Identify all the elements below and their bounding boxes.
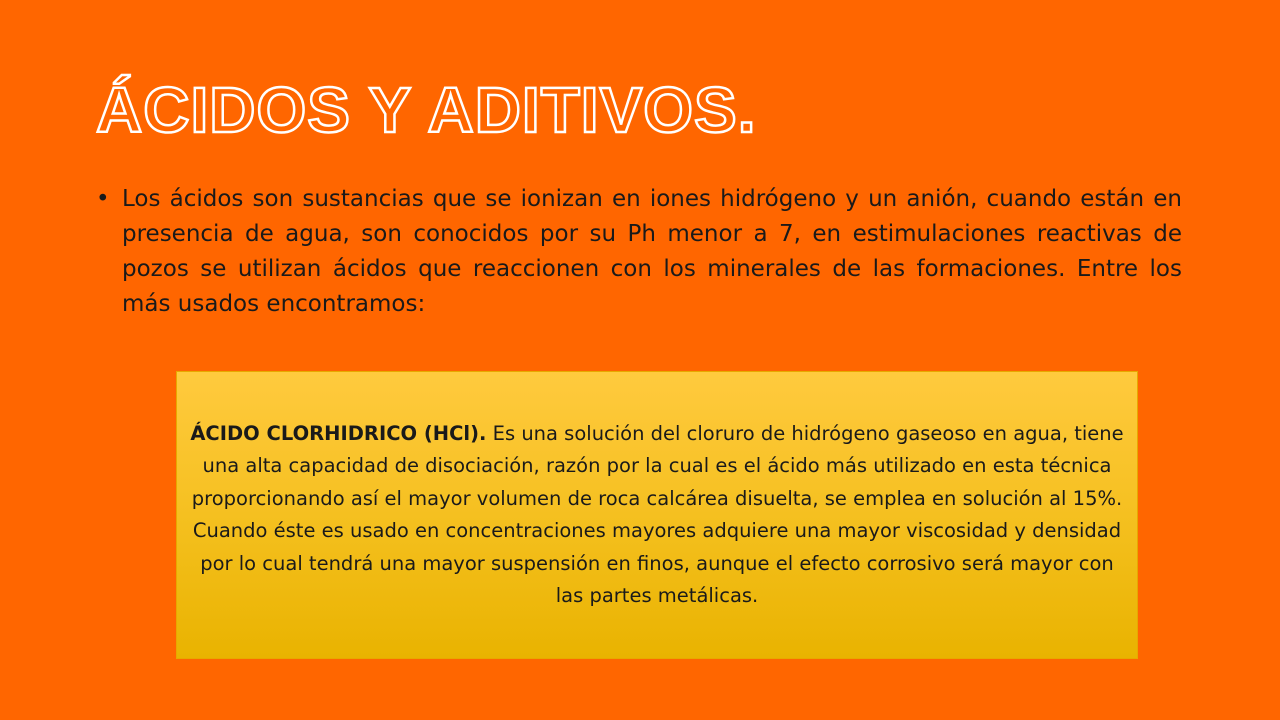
- bullet-item: [96, 182, 1182, 322]
- bullet-list: [96, 182, 1182, 322]
- acid-info-box: [176, 371, 1138, 659]
- bullet-dot-icon: •: [96, 186, 110, 212]
- acid-info-text: [185, 418, 1129, 613]
- bullet-text: Los ácidos son sustancias que se ionizan en iones hidrógeno y un anión, cuando están en presencia de agua, son conocidos por su Ph menor a 7, en estimulaciones reactivas de pozos se utilizan ácidos que reaccionen con los minerales de las formaciones. Entre los más usados encontramos:: [122, 186, 1182, 317]
- slide-title: ÁCIDOS Y ADITIVOS.: [96, 74, 757, 146]
- acid-term: ÁCIDO CLORHIDRICO (HCl).: [190, 421, 487, 445]
- acid-description: Es una solución del cloruro de hidrógeno gaseoso en agua, tiene una alta capacidad de disociación, razón por la cual es el ácido más utilizado en esta técnica proporcionando así el mayor volumen de roca calcárea disuelta, se emplea en solución al 15%. Cuando éste es usado en concentraciones mayores adquiere una mayor viscosidad y densidad por lo cual tendrá una mayor suspensión en finos, aunque el efecto corrosivo será mayor con las partes metálicas.: [191, 421, 1124, 607]
